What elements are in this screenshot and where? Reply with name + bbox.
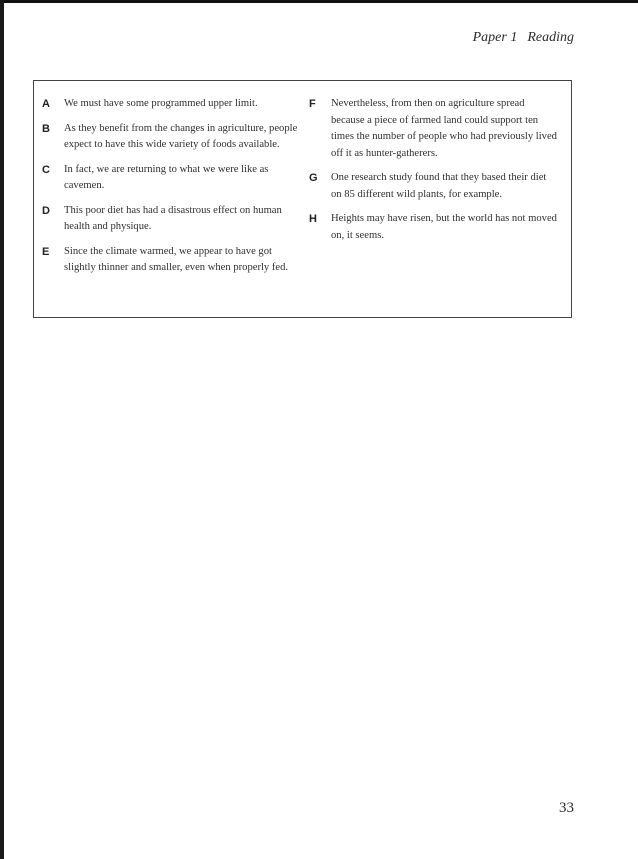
page-number: 33 [559, 800, 574, 816]
option-letter: A [42, 98, 50, 110]
option-c [42, 162, 300, 195]
option-text: As they benefit from the changes in agriculture, people expect to have this wide variety of foods available. [64, 122, 298, 150]
option-d [42, 203, 300, 236]
options-column-right [309, 96, 559, 252]
option-letter: H [309, 213, 317, 225]
header-paper: Paper 1 [472, 30, 518, 45]
page-header [473, 30, 574, 46]
option-f [309, 96, 559, 162]
option-text: We must have some programmed upper limit. [64, 98, 258, 109]
option-text: Since the climate warmed, we appear to have got slightly thinner and smaller, even when properly fed. [64, 245, 289, 273]
option-letter: D [42, 204, 50, 217]
options-column-left [42, 96, 300, 285]
option-text: One research study found that they based their diet on 85 different wild plants, for example. [331, 172, 547, 200]
option-text: Heights may have risen, but the world has not moved on, it seems. [331, 213, 557, 241]
option-letter: C [42, 163, 50, 176]
option-letter: E [42, 245, 50, 258]
options-box [33, 80, 572, 318]
header-section: Reading [527, 30, 574, 45]
option-letter: G [309, 172, 318, 184]
option-letter: F [309, 98, 316, 110]
option-h [309, 211, 559, 244]
option-text: In fact, we are returning to what we were like as cavemen. [64, 163, 269, 191]
option-letter: B [42, 122, 50, 135]
option-b [42, 121, 300, 154]
option-a [42, 96, 300, 113]
page-top-border [0, 0, 638, 3]
option-text: This poor diet has had a disastrous effect on human health and physique. [64, 204, 282, 232]
option-e [42, 244, 300, 277]
option-text: Nevertheless, from then on agriculture spread because a piece of farmed land could support ten times the number of people who had previously lived off it as hunter-gatherers. [331, 98, 557, 159]
page-left-edge [0, 0, 4, 859]
option-g [309, 170, 559, 203]
